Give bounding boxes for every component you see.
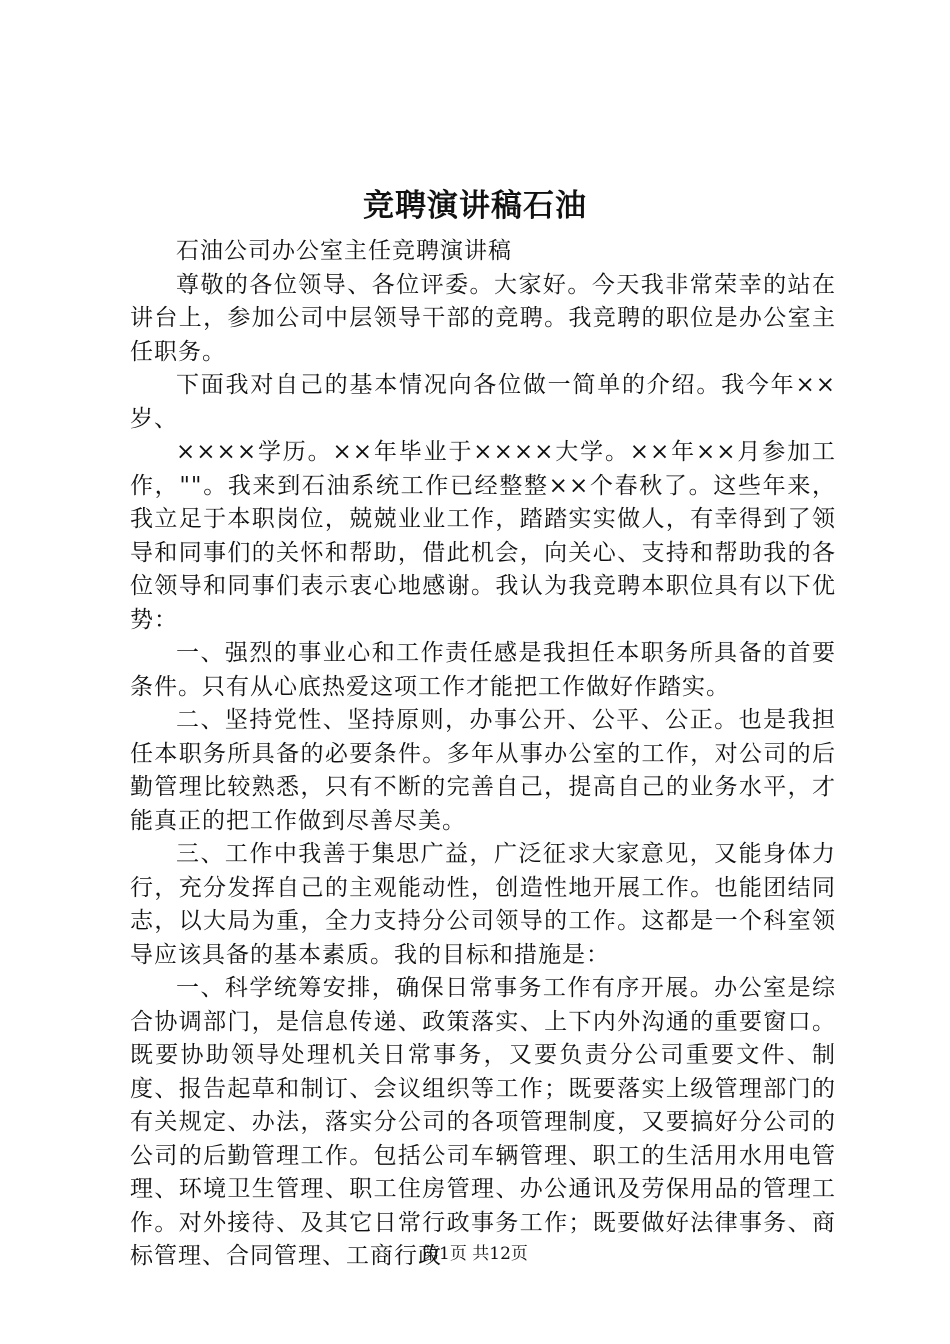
greeting-paragraph: 尊敬的各位领导、各位评委。大家好。今天我非常荣幸的站在讲台上，参加公司中层领导干部的竞聘。我竞聘的职位是办公室主任职务。 bbox=[130, 271, 836, 365]
advantage-one-paragraph: 一、强烈的事业心和工作责任感是我担任本职务所具备的首要条件。只有从心底热爱这项工作才能把工作做好作踏实。 bbox=[130, 640, 836, 700]
advantage-two-paragraph: 二、坚持党性、坚持原则，办事公开、公平、公正。也是我担任本职务所具备的必要条件。多年从事办公室的工作，对公司的后勤管理比较熟悉，只有不断的完善自己，提高自己的业务水平，才能真正的把工作做到尽善尽美。 bbox=[130, 707, 836, 834]
page-footer: 第1页 共12页 bbox=[422, 1244, 528, 1264]
subtitle-paragraph: 石油公司办公室主任竞聘演讲稿 bbox=[176, 238, 512, 264]
document-body bbox=[130, 235, 836, 1274]
intro-paragraph: 下面我对自己的基本情况向各位做一简单的介绍。我今年××岁、 bbox=[130, 372, 836, 432]
goal-one-paragraph: 一、科学统筹安排，确保日常事务工作有序开展。办公室是综合协调部门，是信息传递、政策落实、上下内外沟通的重要窗口。既要协助领导处理机关日常事务，又要负责分公司重要文件、制度、报告起草和制订、会议组织等工作；既要落实上级管理部门的有关规定、办法，落实分公司的各项管理制度，又要搞好分公司的公司的后勤管理工作。包括公司车辆管理、职工的生活用水用电管理、环境卫生管理、职工住房管理、办公通讯及劳保用品的管理工作。对外接待、及其它日常行政事务工作；既要做好法律事务、商标管理、合同管理、工商行政 bbox=[130, 975, 836, 1269]
advantage-three-paragraph: 三、工作中我善于集思广益，广泛征求大家意见，又能身体力行，充分发挥自己的主观能动性，创造性地开展工作。也能团结同志，以大局为重，全力支持分公司领导的工作。这都是一个科室领导应该具备的基本素质。我的目标和措施是： bbox=[130, 841, 836, 968]
document-title: 竞聘演讲稿石油 bbox=[363, 188, 587, 224]
background-paragraph: ××××学历。××年毕业于××××大学。××年××月参加工作，""。我来到石油系统工作已经整整××个春秋了。这些年来，我立足于本职岗位，兢兢业业工作，踏踏实实做人，有幸得到了领导和同事们的关怀和帮助，借此机会，向关心、支持和帮助我的各位领导和同事们表示衷心地感谢。我认为我竞聘本职位具有以下优势： bbox=[130, 439, 836, 633]
